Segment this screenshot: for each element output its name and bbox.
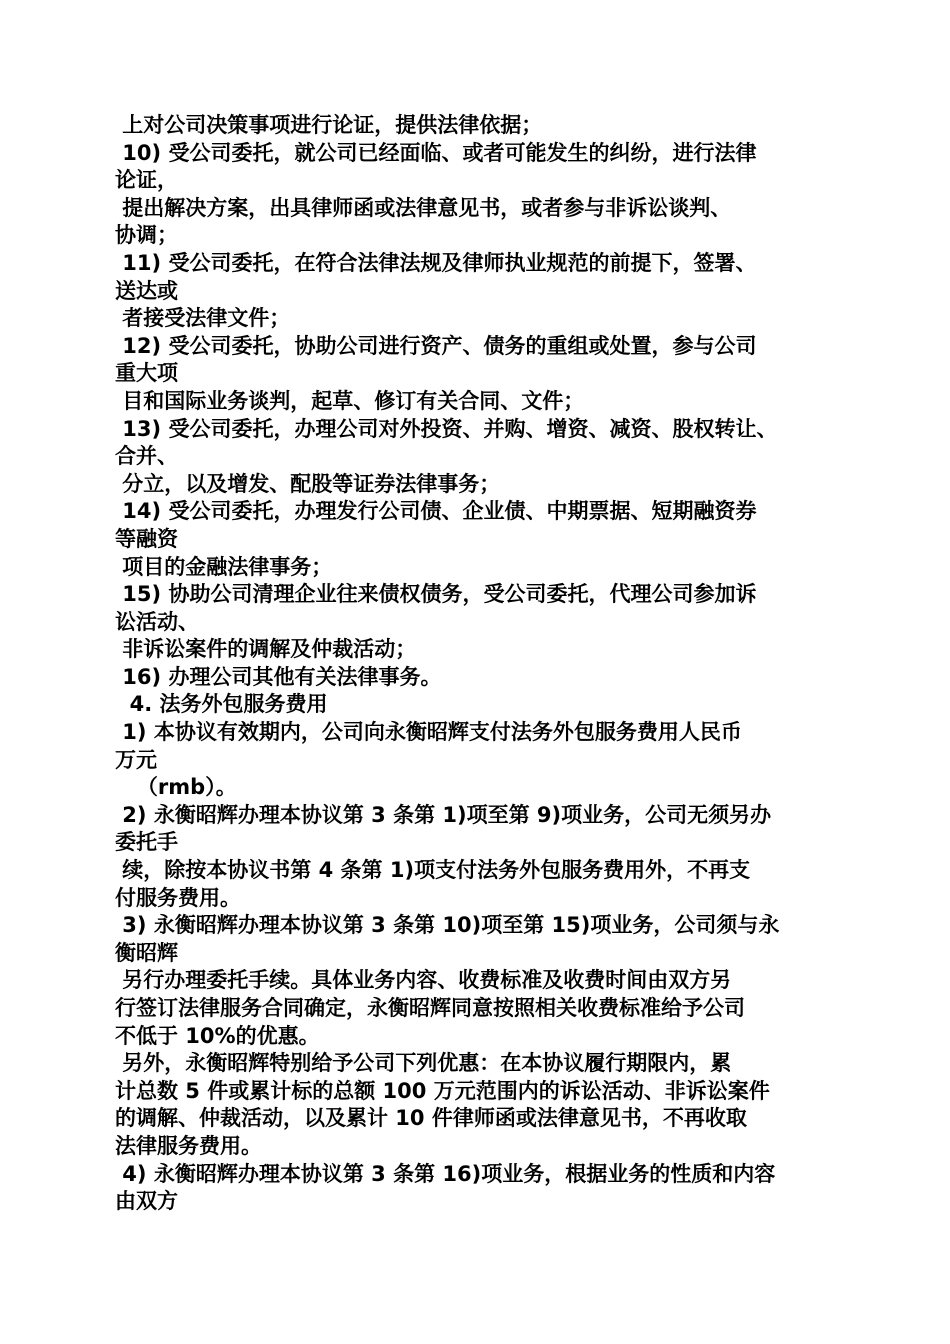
- text-line: 计总数 5 件或累计标的总额 100 万元范围内的诉讼活动、非诉讼案件: [115, 1078, 770, 1103]
- text-line: 13) 受公司委托，办理公司对外投资、并购、增资、减资、股权转让、: [115, 416, 778, 441]
- text-line: 10) 受公司委托，就公司已经面临、或者可能发生的纠纷，进行法律: [115, 140, 757, 165]
- document-body: [115, 112, 845, 1216]
- text-line: 分立，以及增发、配股等证券法律事务；: [115, 471, 501, 496]
- text-line: 论证，: [115, 168, 178, 193]
- text-line: 合并、: [115, 444, 178, 469]
- text-line: 目和国际业务谈判，起草、修订有关合同、文件；: [115, 388, 585, 413]
- text-line: 3) 永衡昭辉办理本协议第 3 条第 10)项至第 15)项业务，公司须与永: [115, 913, 780, 938]
- section-heading: 4. 法务外包服务费用: [115, 692, 328, 717]
- text-line: 不低于 10%的优惠。: [115, 1023, 320, 1048]
- text-line: 者接受法律文件；: [115, 306, 291, 331]
- text-line: 12) 受公司委托，协助公司进行资产、债务的重组或处置，参与公司: [115, 333, 757, 358]
- text-line: 11) 受公司委托，在符合法律法规及律师执业规范的前提下，签署、: [115, 250, 757, 275]
- text-line: 另外，永衡昭辉特别给予公司下列优惠：在本协议履行期限内，累: [115, 1051, 732, 1076]
- text-line: 另行办理委托手续。具体业务内容、收费标准及收费时间由双方另: [115, 968, 732, 993]
- text-line: 14) 受公司委托，办理发行公司债、企业债、中期票据、短期融资券: [115, 499, 757, 524]
- text-line: 由双方: [115, 1189, 178, 1214]
- text-line: （rmb）。: [115, 775, 237, 800]
- text-line: 的调解、仲裁活动，以及累计 10 件律师函或法律意见书，不再收取: [115, 1106, 747, 1131]
- text-line: 万元: [115, 747, 157, 772]
- text-line: 委托手: [115, 830, 178, 855]
- text-line: 行签订法律服务合同确定，永衡昭辉同意按照相关收费标准给予公司: [115, 996, 745, 1020]
- text-line: 16) 办理公司其他有关法律事务。: [115, 664, 442, 689]
- text-line: 付服务费用。: [115, 885, 241, 910]
- text-line: 法律服务费用。: [115, 1133, 262, 1158]
- text-line: 非诉讼案件的调解及仲裁活动；: [115, 637, 417, 662]
- text-line: 项目的金融法律事务；: [115, 554, 333, 579]
- text-line: 衡昭辉: [115, 940, 178, 965]
- text-line: 协调；: [115, 223, 178, 248]
- text-line: 送达或: [115, 278, 178, 303]
- text-line: 1) 本协议有效期内，公司向永衡昭辉支付法务外包服务费用人民币: [115, 720, 742, 745]
- text-line: 重大项: [115, 361, 178, 386]
- text-line: 15) 协助公司清理企业往来债权债务，受公司委托，代理公司参加诉: [115, 582, 757, 607]
- text-line: 提出解决方案，出具律师函或法律意见书，或者参与非诉讼谈判、: [115, 195, 732, 220]
- text-line: 2) 永衡昭辉办理本协议第 3 条第 1)项至第 9)项业务，公司无须另办: [115, 802, 772, 827]
- text-line: 续，除按本协议书第 4 条第 1)项支付法务外包服务费用外，不再支: [115, 858, 751, 883]
- text-line: 上对公司决策事项进行论证，提供法律依据；: [115, 113, 543, 137]
- text-line: 等融资: [115, 526, 178, 551]
- text-line: 4) 永衡昭辉办理本协议第 3 条第 16)项业务，根据业务的性质和内容: [115, 1161, 776, 1186]
- text-line: 讼活动、: [115, 609, 199, 634]
